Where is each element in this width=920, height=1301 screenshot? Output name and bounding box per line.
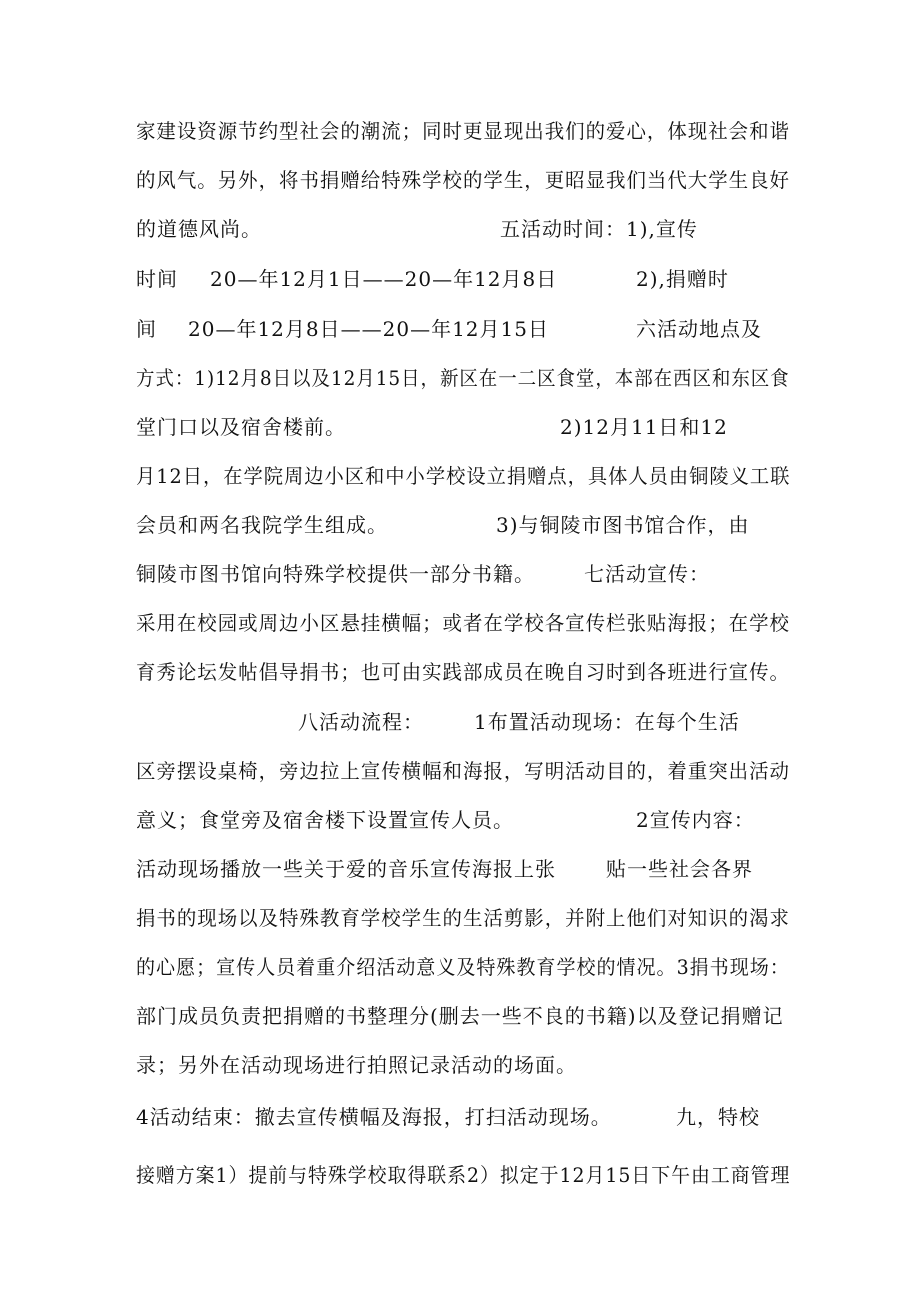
text-line: 2),捐赠时 [636, 267, 729, 291]
text-line: 会员和两名我院学生组成。 [136, 513, 388, 537]
text-line: 意义；食堂旁及宿舍楼下设置宣传人员。 [136, 808, 514, 832]
text-line: 的道德风尚。 [136, 217, 262, 241]
section-heading-process: 八活动流程： [298, 710, 424, 734]
text-line: 时间 [136, 267, 178, 291]
text-line: 的心愿；宣传人员着重介绍活动意义及特殊教育学校的情况。3捐书现场： [136, 955, 790, 979]
text-line: 家建设资源节约型社会的潮流；同时更显现出我们的爱心，体现社会和谐 [136, 119, 790, 143]
text-line: 方式：1)12月8日以及12月15日，新区在一二区食堂，本部在西区和东区食 [136, 366, 790, 390]
text-line: 贴一些社会各界 [606, 857, 753, 881]
text-line: 3)与铜陵市图书馆合作，由 [496, 513, 750, 537]
text-line: 堂门口以及宿舍楼前。 [136, 415, 346, 439]
text-line: 月12日，在学院周边小区和中小学校设立捐赠点，具体人员由铜陵义工联 [136, 464, 791, 488]
text-line: 2宣传内容： [636, 808, 755, 832]
text-line: 育秀论坛发帖倡导捐书；也可由实践部成员在晚自习时到各班进行宣传。 [136, 660, 790, 684]
text-line: 区旁摆设桌椅，旁边拉上宣传横幅和海报，写明活动目的，着重突出活动 [136, 759, 790, 783]
text-line: 捐书的现场以及特殊教育学校学生的生活剪影，并附上他们对知识的渴求 [136, 906, 790, 930]
text-line: 录；另外在活动现场进行拍照记录活动的场面。 [136, 1053, 577, 1077]
text-line: 部门成员负责把捐赠的书整理分(删去一些不良的书籍)以及登记捐赠记 [136, 1004, 784, 1028]
date-range: 20—年12月8日——20—年12月15日 [188, 317, 549, 341]
section-heading-location: 六活动地点及 [636, 317, 762, 341]
text-line: 接赠方案1）提前与特殊学校取得联系2）拟定于12月15日下午由工商管理 [136, 1163, 791, 1187]
date-range: 20—年12月1日——20—年12月8日 [210, 267, 558, 291]
text-line: 1布置活动现场：在每个生活 [474, 710, 740, 734]
text-line: 的风气。另外，将书捐赠给特殊学校的学生，更昭显我们当代大学生良好 [136, 168, 790, 192]
text-line: 活动现场播放一些关于爱的音乐宣传海报上张 [136, 857, 556, 881]
text-line: 采用在校园或周边小区悬挂横幅；或者在学校各宣传栏张贴海报；在学校 [136, 611, 790, 635]
section-heading-reception: 九，特校 [676, 1105, 760, 1129]
text-line: 间 [136, 317, 157, 341]
text-line: 4活动结束：撤去宣传横幅及海报，打扫活动现场。 [136, 1105, 612, 1129]
text-line: 2)12月11日和12 [560, 415, 728, 439]
text-line: 铜陵市图书馆向特殊学校提供一部分书籍。 [136, 562, 535, 586]
section-heading-publicity: 七活动宣传： [584, 562, 710, 586]
section-heading-activity-time: 五活动时间：1),宣传 [500, 217, 698, 241]
